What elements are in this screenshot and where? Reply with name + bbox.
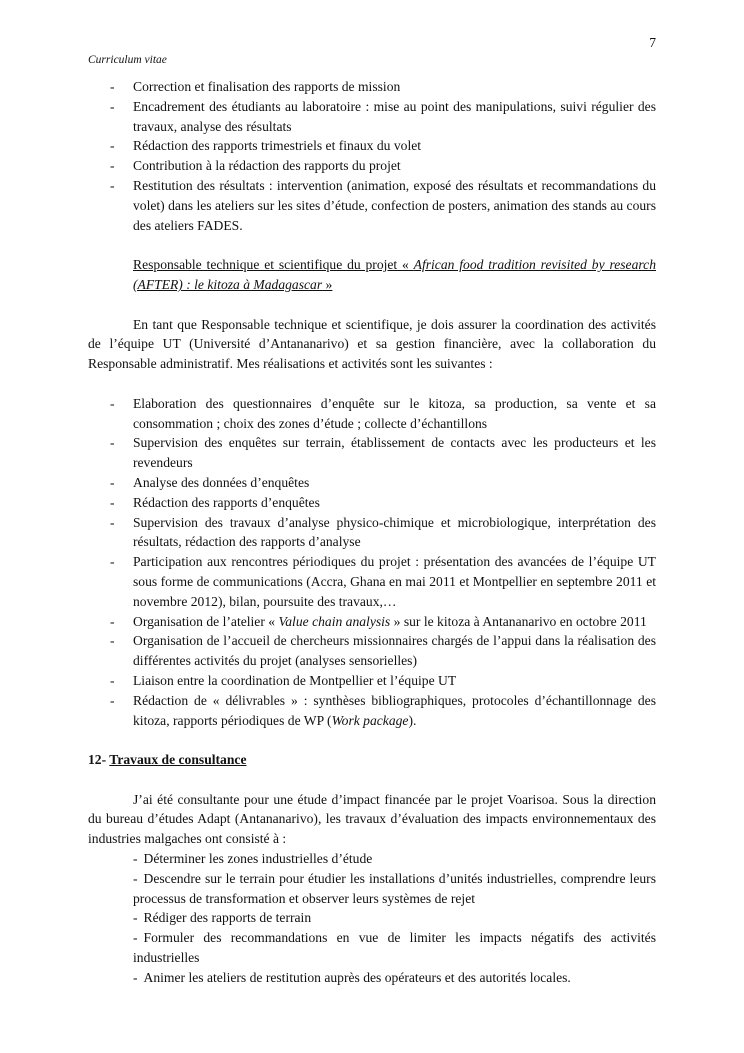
list-item: - Déterminer les zones industrielles d’étude <box>133 851 373 867</box>
item-text: Déterminer les zones industrielles d’étude <box>143 851 373 867</box>
list-item: - Analyse des données d’enquêtes <box>88 473 656 493</box>
section-heading <box>88 750 656 770</box>
list-item: - Rédiger des rapports de terrain <box>133 910 312 926</box>
list-item: - Rédaction des rapports trimestriels et finaux du volet <box>88 136 656 156</box>
consultancy-paragraph: J’ai été consultante pour une étude d’impact financée par le projet Voarisoa. Sous la direction du bureau d’études Adapt (Antananarivo), les travaux d’évaluation des impacts environnementaux des industries malgaches ont consisté à : <box>88 791 656 847</box>
list-item: - Encadrement des étudiants au laboratoire : mise au point des manipulations, suivi régulier des travaux, analyse des résultats <box>88 97 656 137</box>
list-item: - Elaboration des questionnaires d’enquête sur le kitoza, sa production, sa vente et sa consommation ; choix des zones d’étude ; collecte d’échantillons <box>88 394 656 434</box>
item-text: Descendre sur le terrain pour étudier les installations d’unités industrielles, comprendre leurs processus de transformation et observer leurs systèmes de rejet <box>133 870 656 906</box>
list-item <box>88 612 656 632</box>
list-item <box>88 691 656 731</box>
responsibilities-list <box>88 77 656 235</box>
list-item: - Animer les ateliers de restitution auprès des opérateurs et des autorités locales. <box>133 969 571 985</box>
item-text: Rédiger des rapports de terrain <box>143 910 312 926</box>
list-item: - Rédaction des rapports d’enquêtes <box>88 493 656 513</box>
section-title: Travaux de consultance <box>109 752 247 768</box>
list-item: - Descendre sur le terrain pour étudier les installations d’unités industrielles, comprendre leurs processus de transformation et observer leurs systèmes de rejet <box>133 870 656 906</box>
section-number: 12- <box>88 752 107 768</box>
intro-paragraph: En tant que Responsable technique et scientifique, je dois assurer la coordination des activités de l’équipe UT (Université d’Antananarivo) et sa gestion financière, avec la collaboration du Responsable administratif. Mes réalisations et activités sont les suivantes : <box>88 316 656 372</box>
item-italic: Work package <box>331 712 409 728</box>
project-title <box>133 255 656 295</box>
item-italic: Value chain analysis <box>278 613 391 629</box>
list-item: - Restitution des résultats : intervention (animation, exposé des résultats et recommandations du volet) dans les ateliers sur les sites d’étude, confection de posters, animation des stands au cours des ateliers FADES. <box>88 176 656 235</box>
list-item: - Formuler des recommandations en vue de limiter les impacts négatifs des activités industrielles <box>133 930 656 966</box>
item-text: Animer les ateliers de restitution auprès des opérateurs et des autorités locales. <box>143 969 571 985</box>
list-item: - Participation aux rencontres périodiques du projet : présentation des avancées de l’équipe UT sous forme de communications (Accra, Ghana en mai 2011 et Montpellier en septembre 2011 et novembre 2012), bilan, poursuite des travaux,… <box>88 552 656 611</box>
running-header: Curriculum vitae <box>88 54 167 66</box>
project-title-italic: African food tradition revisited by research (AFTER) : le kitoza à Madagascar <box>133 257 656 292</box>
item-text: Organisation de l’atelier « <box>133 613 279 629</box>
list-item: - Supervision des enquêtes sur terrain, établissement de contacts avec les producteurs et les revendeurs <box>88 433 656 473</box>
list-item: - Contribution à la rédaction des rapports du projet <box>88 156 656 176</box>
list-item: - Organisation de l’accueil de chercheurs missionnaires chargés de l’appui dans la réalisation des différentes activités du projet (analyses sensorielles) <box>88 631 656 671</box>
page-number: 7 <box>649 35 656 50</box>
activities-list <box>88 394 656 731</box>
list-item: - Liaison entre la coordination de Montpellier et l’équipe UT <box>88 671 656 691</box>
item-text: Formuler des recommandations en vue de limiter les impacts négatifs des activités industrielles <box>133 930 656 966</box>
item-text: ). <box>408 712 417 728</box>
project-title-prefix: Responsable technique et scientifique du projet « <box>133 257 414 273</box>
project-title-suffix: » <box>322 276 333 292</box>
list-item: - Supervision des travaux d’analyse physico-chimique et microbiologique, interprétation des résultats, rédaction des rapports d’analyse <box>88 513 656 553</box>
item-text: Rédaction de « délivrables » : synthèses bibliographiques, protocoles d’échantillonnage des kitoza, rapports périodiques de WP ( <box>133 692 656 728</box>
document-body <box>88 77 656 988</box>
item-text: » sur le kitoza à Antananarivo en octobre 2011 <box>390 613 647 629</box>
consultancy-tasks-list <box>88 849 656 988</box>
list-item: - Correction et finalisation des rapports de mission <box>88 77 656 97</box>
